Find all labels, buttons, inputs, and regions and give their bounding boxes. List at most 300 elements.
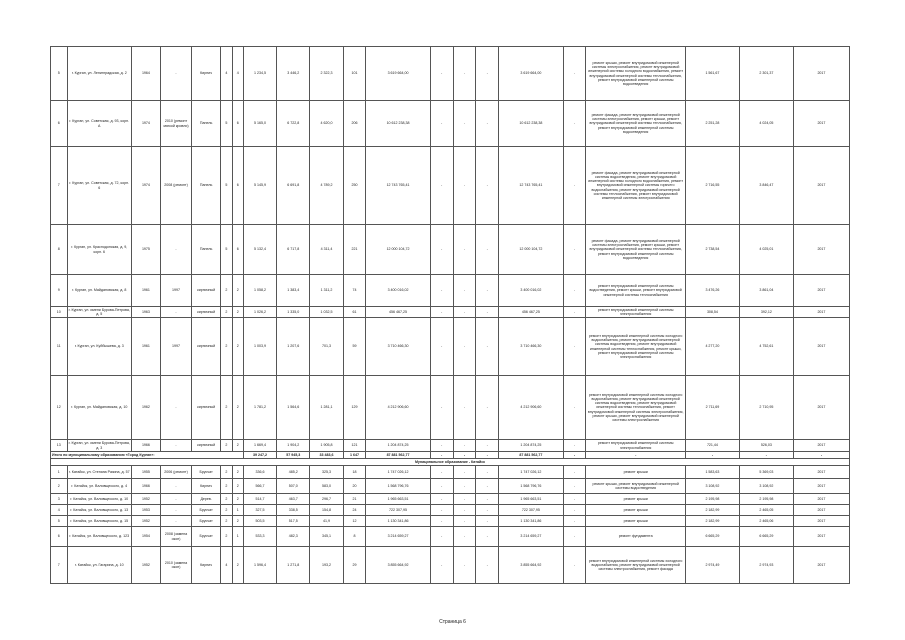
area-premises-cell: 1 383,4 [277, 275, 310, 307]
max-unit-cost-cell: 2 301,37 [739, 47, 793, 101]
year-cell: 1952 [131, 494, 160, 505]
area-living-cell: 345,1 [310, 527, 343, 547]
term-cell: 2017 [793, 275, 849, 307]
fund-4-cell: 4 212 906,60 [499, 376, 563, 440]
unit-cost-cell: 2 716,55 [685, 147, 739, 225]
fund-2-cell: - [453, 307, 476, 318]
row-number: 5 [51, 516, 68, 527]
fund-4-cell: 3 400 016,02 [499, 275, 563, 307]
fund-5-cell: - [563, 275, 586, 307]
wall-material-cell: Кирпич [192, 479, 221, 494]
max-unit-cost-cell: 4 025,01 [739, 225, 793, 275]
cost-total-cell: 1 747 026,12 [366, 466, 430, 479]
floors-cell: 5 [221, 225, 232, 275]
wall-material-cell: кирпичный [192, 376, 221, 440]
works-cell: ремонт фасада, ремонт внутридомовой инженерной системы электроснабжения, ремонт крыши, ремонт внутридомовой инженерной системы теплоснабжения, ремонт внутридомовой инженерной системы водоотведения [586, 101, 686, 147]
row-number: 10 [51, 307, 68, 318]
max-unit-cost-cell: 3 861,04 [739, 275, 793, 307]
residents-cell: 221 [343, 225, 366, 275]
fund-2-cell: - [453, 318, 476, 376]
fund-4-cell: 1 130 341,86 [499, 516, 563, 527]
fund-1-cell: - [430, 225, 453, 275]
fund-1-cell: - [430, 466, 453, 479]
area-premises-cell: 463,7 [277, 494, 310, 505]
fund-4-cell: 456 467,25 [499, 307, 563, 318]
total-fund-2-cell: - [453, 452, 476, 459]
unit-cost-cell: 721,44 [685, 440, 739, 452]
reconstruction-cell: - [160, 494, 191, 505]
unit-cost-cell: 1 583,63 [685, 466, 739, 479]
area-total-cell: 1 781,2 [243, 376, 276, 440]
fund-3-cell: - [476, 147, 499, 225]
wall-material-cell: Брусчат [192, 527, 221, 547]
total-fund-5-cell: - [563, 452, 586, 459]
max-unit-cost-cell: 392,12 [739, 307, 793, 318]
row-number: 9 [51, 275, 68, 307]
row-number: 5 [51, 47, 68, 101]
entrances-cell: 1 [232, 505, 243, 516]
unit-cost-cell: 2 711,69 [685, 376, 739, 440]
fund-5-cell: - [563, 527, 586, 547]
fund-4-cell: 12 743 765,41 [499, 147, 563, 225]
residents-cell: 74 [343, 275, 366, 307]
fund-1-cell: - [430, 307, 453, 318]
works-cell: ремонт внутридомовой инженерной системы холодного водоснабжения, ремонт внутридомовой инженерной системы водоотведения, ремонт внутридомовой инженерной системы теплоснабжения, ремонт внутридомовой инженерной системы электроснабжения, ремонт крыши, ремонт внутридомовой инженерной системы электроснабжения [586, 376, 686, 440]
entrances-cell: 2 [232, 494, 243, 505]
total-fund-3-cell: - [476, 452, 499, 459]
works-cell: ремонт крыши [586, 505, 686, 516]
table-row [51, 275, 850, 307]
unit-cost-cell: 4 277,20 [685, 318, 739, 376]
fund-1-cell: - [430, 516, 453, 527]
area-living-cell: 154,8 [310, 505, 343, 516]
unit-cost-cell: 2 195,98 [685, 494, 739, 505]
fund-1-cell: - [430, 275, 453, 307]
area-premises-cell: 482,3 [277, 527, 310, 547]
fund-4-cell: 3 619 664,00 [499, 47, 563, 101]
fund-2-cell: - [453, 547, 476, 584]
cost-total-cell: 3 400 016,02 [366, 275, 430, 307]
residents-cell: 121 [343, 440, 366, 452]
fund-4-cell: 3 214 659,27 [499, 527, 563, 547]
entrances-cell: 2 [232, 466, 243, 479]
area-premises-cell: 1 271,8 [277, 547, 310, 584]
year-cell: 1955 [131, 466, 160, 479]
fund-4-cell: 722 307,95 [499, 505, 563, 516]
wall-material-cell: кирпичный [192, 318, 221, 376]
table-row [51, 376, 850, 440]
max-unit-cost-cell: 5 369,03 [739, 466, 793, 479]
wall-material-cell: Панель [192, 101, 221, 147]
fund-3-cell: - [476, 225, 499, 275]
register-table [50, 46, 850, 584]
residents-cell: 129 [343, 376, 366, 440]
area-premises-cell: 1 904,2 [277, 440, 310, 452]
fund-5-cell: - [563, 376, 586, 440]
fund-2-cell: - [453, 101, 476, 147]
cost-total-cell: 1 130 341,86 [366, 516, 430, 527]
fund-4-cell: 3 855 664,92 [499, 547, 563, 584]
works-cell: ремонт внутридомовой инженерной системы электроснабжения [586, 440, 686, 452]
area-premises-cell: 3 446,2 [277, 47, 310, 101]
fund-3-cell: - [476, 505, 499, 516]
fund-5-cell: - [563, 225, 586, 275]
fund-3-cell: - [476, 527, 499, 547]
area-living-cell: 296,7 [310, 494, 343, 505]
unit-cost-cell: 3 108,92 [685, 479, 739, 494]
row-number: 11 [51, 318, 68, 376]
area-living-cell: 193,2 [310, 547, 343, 584]
area-living-cell: 1 311,2 [310, 275, 343, 307]
table-row [51, 101, 850, 147]
floors-cell: 2 [221, 440, 232, 452]
unit-cost-cell: 2 738,54 [685, 225, 739, 275]
unit-cost-cell: 6 665,29 [685, 527, 739, 547]
cost-total-cell: 10 612 238,38 [366, 101, 430, 147]
table-row [51, 479, 850, 494]
fund-5-cell: - [563, 318, 586, 376]
floors-cell: 2 [221, 479, 232, 494]
year-cell: 1952 [131, 547, 160, 584]
reconstruction-cell: - [160, 505, 191, 516]
area-living-cell: 4 311,4 [310, 225, 343, 275]
reconstruction-cell: - [160, 47, 191, 101]
residents-cell: 20 [343, 479, 366, 494]
total-row [51, 452, 850, 459]
max-unit-cost-cell: 2 465,05 [739, 505, 793, 516]
reconstruction-cell: - [160, 376, 191, 440]
table-row [51, 147, 850, 225]
wall-material-cell: кирпичный [192, 307, 221, 318]
max-unit-cost-cell: 3 846,47 [739, 147, 793, 225]
area-premises-cell: 6 717,8 [277, 225, 310, 275]
max-unit-cost-cell: 4 752,61 [739, 318, 793, 376]
unit-cost-cell: 2 251,28 [685, 101, 739, 147]
term-cell: 2017 [793, 376, 849, 440]
fund-4-cell: 3 710 466,30 [499, 318, 563, 376]
works-cell: ремонт крыши [586, 466, 686, 479]
fund-1-cell: - [430, 101, 453, 147]
table-row [51, 318, 850, 376]
area-living-cell: 1 281,1 [310, 376, 343, 440]
total-area-total-cell: 39 247,2 [243, 452, 276, 459]
row-number: 12 [51, 376, 68, 440]
row-number: 4 [51, 505, 68, 516]
fund-1-cell: - [430, 147, 453, 225]
reconstruction-cell: 2008 (ремонт) [160, 147, 191, 225]
table-row [51, 547, 850, 584]
year-cell: 1974 [131, 147, 160, 225]
floors-cell: 5 [221, 147, 232, 225]
total-term-cell: - [793, 452, 849, 459]
area-living-cell: 4 620,0 [310, 101, 343, 147]
max-unit-cost-cell: 3 108,92 [739, 479, 793, 494]
cost-total-cell: 456 467,25 [366, 307, 430, 318]
fund-3-cell: - [476, 307, 499, 318]
fund-1-cell: - [430, 547, 453, 584]
entrances-cell: 2 [232, 307, 243, 318]
area-living-cell: 1 032,5 [310, 307, 343, 318]
floors-cell: 2 [221, 275, 232, 307]
works-cell: ремонт фасада, ремонт внутридомовой инженерной системы электроснабжения, ремонт крыши, ремонт внутридомовой инженерной системы теплоснабжения, ремонт внутридомовой инженерной системы водоотведения [586, 225, 686, 275]
works-cell: ремонт внутридомовой инженерной системы холодного водоснабжения, ремонт внутридомовой инженерной системы электроснабжения, ремонт фасада [586, 547, 686, 584]
total-unit-cost-cell: - [685, 452, 739, 459]
cost-total-cell: 4 212 906,60 [366, 376, 430, 440]
table-row [51, 527, 850, 547]
max-unit-cost-cell: 2 195,98 [739, 494, 793, 505]
reconstruction-cell: - [160, 479, 191, 494]
max-unit-cost-cell: 2 465,06 [739, 516, 793, 527]
floors-cell: 2 [221, 307, 232, 318]
works-cell: ремонт внутридомовой инженерной системы электроснабжения [586, 307, 686, 318]
fund-2-cell: - [453, 505, 476, 516]
floors-cell: 2 [221, 494, 232, 505]
total-area-living-cell: 33 483,6 [310, 452, 343, 459]
year-cell: 1961 [131, 275, 160, 307]
cost-total-cell: 1 568 796,76 [366, 479, 430, 494]
entrances-cell: 2 [232, 516, 243, 527]
term-cell: 2017 [793, 101, 849, 147]
residents-cell: 206 [343, 101, 366, 147]
term-cell: 2017 [793, 307, 849, 318]
entrances-cell: 2 [232, 318, 243, 376]
wall-material-cell: Кирпич [192, 547, 221, 584]
area-total-cell: 5 165,0 [243, 101, 276, 147]
fund-3-cell: - [476, 101, 499, 147]
row-number: 7 [51, 547, 68, 584]
area-living-cell: 2 322,3 [310, 47, 343, 101]
fund-3-cell: - [476, 440, 499, 452]
wall-material-cell: Кирпич [192, 47, 221, 101]
reconstruction-cell: - [160, 307, 191, 318]
entrances-cell: 2 [232, 275, 243, 307]
address-cell: г. Курган, ул. Краснодонская, д. 9, корп. 6 [67, 225, 131, 275]
max-unit-cost-cell: 526,03 [739, 440, 793, 452]
term-cell: 2017 [793, 479, 849, 494]
row-number: 1 [51, 466, 68, 479]
unit-cost-cell: 1 561,67 [685, 47, 739, 101]
total-area-premises-cell: 57 945,3 [277, 452, 310, 459]
address-cell: г. Курган, ул. Майдановская, д. 8 [67, 275, 131, 307]
fund-3-cell: - [476, 479, 499, 494]
area-living-cell: 41,9 [310, 516, 343, 527]
address-cell: г. Курган, ул. имени Бурова-Петрова, д. 3 [68, 441, 130, 450]
address-cell: г. Курган, ул. Куйбышева, д. 3 [67, 318, 131, 376]
year-cell: 1963 [131, 307, 160, 318]
entrances-cell: 2 [232, 440, 243, 452]
wall-material-cell: Брусчат [192, 516, 221, 527]
fund-2-cell: - [453, 494, 476, 505]
residents-cell: 250 [343, 147, 366, 225]
address-cell: г. Курган, ул. Майдановская, д. 10 [67, 376, 131, 440]
section-heading-row [51, 459, 850, 466]
table-row [51, 225, 850, 275]
wall-material-cell: Панель [192, 147, 221, 225]
year-cell: 1953 [131, 505, 160, 516]
address-cell: г. Катайск, ул. Гагарина, д. 10 [67, 547, 131, 584]
cost-total-cell: 1 965 663,51 [366, 494, 430, 505]
row-number: 8 [51, 225, 68, 275]
wall-material-cell: Панель [192, 225, 221, 275]
area-total-cell: 1 026,2 [243, 307, 276, 318]
fund-4-cell: 1 568 796,76 [499, 479, 563, 494]
works-cell: ремонт крыши [586, 516, 686, 527]
residents-cell: 8 [343, 527, 366, 547]
cost-total-cell: 3 214 659,27 [366, 527, 430, 547]
total-residents-cell: 1 647 [343, 452, 366, 459]
cost-total-cell: 3 710 466,30 [366, 318, 430, 376]
reconstruction-cell: - [160, 225, 191, 275]
area-living-cell: 1 905,8 [310, 440, 343, 452]
floors-cell: 5 [221, 101, 232, 147]
max-unit-cost-cell: 2 710,95 [739, 376, 793, 440]
year-cell: 1966 [131, 440, 160, 452]
total-cost-total-cell: 87 881 562,77 [366, 452, 430, 459]
fund-4-cell: 1 204 874,25 [499, 440, 563, 452]
residents-cell: 61 [343, 307, 366, 318]
fund-2-cell: - [453, 376, 476, 440]
term-cell: 2017 [793, 466, 849, 479]
fund-5-cell: - [563, 494, 586, 505]
area-total-cell: 327,5 [243, 505, 276, 516]
total-fund-1-cell: - [430, 452, 453, 459]
area-living-cell: 583,0 [310, 479, 343, 494]
term-cell: 2017 [793, 147, 849, 225]
fund-1-cell: - [430, 494, 453, 505]
address-cell: г. Катайск, ул. Степана Разина, д. 57 [67, 466, 131, 479]
area-premises-cell: 6 722,8 [277, 101, 310, 147]
table-row [51, 307, 850, 318]
reconstruction-cell: 2006 (ремонт) [160, 466, 191, 479]
fund-4-cell: 1 965 663,51 [499, 494, 563, 505]
residents-cell: 59 [343, 318, 366, 376]
area-living-cell: 325,3 [310, 466, 343, 479]
fund-2-cell: - [453, 479, 476, 494]
address-cell: г. Курган, ул. Советская, д. 72, корп. 6 [67, 147, 131, 225]
total-fund-4-cell: 87 881 562,77 [499, 452, 563, 459]
entrances-cell: 4 [232, 47, 243, 101]
area-total-cell: 5 132,4 [243, 225, 276, 275]
fund-3-cell: - [476, 318, 499, 376]
residents-cell: 24 [343, 505, 366, 516]
works-cell: ремонт крыши [586, 494, 686, 505]
fund-4-cell: 12 000 104,72 [499, 225, 563, 275]
residents-cell: 18 [343, 466, 366, 479]
area-premises-cell: 338,5 [277, 505, 310, 516]
floors-cell: 2 [221, 516, 232, 527]
reconstruction-cell: 1997 [160, 318, 191, 376]
area-total-cell: 533,3 [243, 527, 276, 547]
cost-total-cell: 3 619 664,00 [366, 47, 430, 101]
fund-3-cell: - [476, 275, 499, 307]
cost-total-cell: 12 000 104,72 [366, 225, 430, 275]
entrances-cell: 1 [232, 527, 243, 547]
area-total-cell: 1 058,2 [243, 275, 276, 307]
fund-2-cell: - [453, 225, 476, 275]
year-cell: 1975 [131, 225, 160, 275]
fund-5-cell: - [563, 47, 586, 101]
max-unit-cost-cell: 2 974,93 [739, 547, 793, 584]
year-cell: 1952 [131, 516, 160, 527]
term-cell: 2017 [793, 47, 849, 101]
address-cell: г. Катайск, ул. Валовщеского, д. 10 [67, 494, 131, 505]
fund-2-cell: - [453, 466, 476, 479]
fund-3-cell: - [476, 516, 499, 527]
area-total-cell: 1 669,4 [243, 440, 276, 452]
residents-cell: 12 [343, 516, 366, 527]
fund-5-cell: - [563, 307, 586, 318]
wall-material-cell: кирпичный [192, 275, 221, 307]
cost-total-cell: 1 204 874,25 [366, 440, 430, 452]
term-cell: 2017 [793, 440, 849, 452]
area-living-cell: 701,3 [310, 318, 343, 376]
year-cell: 1974 [131, 101, 160, 147]
fund-1-cell: - [430, 505, 453, 516]
floors-cell: 2 [221, 318, 232, 376]
fund-3-cell: - [476, 494, 499, 505]
max-unit-cost-cell: 4 024,05 [739, 101, 793, 147]
area-total-cell: 1 003,9 [243, 318, 276, 376]
works-cell: ремонт внутридомовой инженерной системы водоотведения, ремонт крыши, ремонт внутридомовой инженерной системы теплоснабжения [586, 275, 686, 307]
page-number: Страница 6 [439, 619, 466, 625]
fund-5-cell: - [563, 147, 586, 225]
residents-cell: 29 [343, 547, 366, 584]
year-cell: 1961 [131, 318, 160, 376]
row-number: 3 [51, 494, 68, 505]
residents-cell: 101 [343, 47, 366, 101]
fund-1-cell: - [430, 479, 453, 494]
fund-3-cell: - [476, 466, 499, 479]
address-cell: г. Катайск, ул. Валовщеского, д. 13 [67, 505, 131, 516]
fund-5-cell: - [563, 479, 586, 494]
area-premises-cell: 507,0 [277, 479, 310, 494]
cost-total-cell: 3 855 664,92 [366, 547, 430, 584]
row-number: 2 [51, 479, 68, 494]
fund-5-cell: - [563, 505, 586, 516]
term-cell: 2017 [793, 547, 849, 584]
area-total-cell: 503,5 [243, 516, 276, 527]
term-cell: 2017 [793, 505, 849, 516]
section-heading: Муниципальное образование - Катайск [51, 459, 850, 466]
table-row [51, 440, 850, 452]
fund-5-cell: - [563, 466, 586, 479]
fund-3-cell: - [476, 547, 499, 584]
area-living-cell: 4 789,2 [310, 147, 343, 225]
address-cell: г. Катайск, ул. Валовщеского, д. 123 [67, 527, 131, 547]
floors-cell: 2 [221, 466, 232, 479]
floors-cell: 2 [221, 527, 232, 547]
cost-total-cell: 12 743 765,41 [366, 147, 430, 225]
fund-1-cell: - [430, 47, 453, 101]
row-number: 13 [51, 440, 68, 452]
fund-4-cell: 1 747 026,12 [499, 466, 563, 479]
fund-2-cell: - [453, 516, 476, 527]
entrances-cell: 2 [232, 547, 243, 584]
unit-cost-cell: 2 182,99 [685, 516, 739, 527]
year-cell: 1966 [131, 479, 160, 494]
wall-material-cell: Брусчат [192, 466, 221, 479]
address-cell: г. Курган, ул. имени Бурова-Петрова, д. 5 [68, 307, 130, 316]
reconstruction-cell: 2008 (замена окон) [160, 527, 191, 547]
works-cell: ремонт крыши, ремонт внутридомовой инженерной системы водоотведения [586, 479, 686, 494]
address-cell: г. Катайск, ул. Валовщеского, д. 4 [67, 479, 131, 494]
fund-2-cell: - [453, 47, 476, 101]
works-cell: ремонт крыши, ремонт внутридомовой инженерной системы электроснабжения, ремонт внутридомовой инженерной системы холодного водоснабжения, ремонт внутридомовой инженерной системы теплоснабжения, ремонт внутридомовой инженерной системы водоотведения [586, 47, 686, 101]
row-number: 7 [51, 147, 68, 225]
year-cell: 1954 [131, 527, 160, 547]
table-row [51, 47, 850, 101]
wall-material-cell: Дерев. [192, 494, 221, 505]
